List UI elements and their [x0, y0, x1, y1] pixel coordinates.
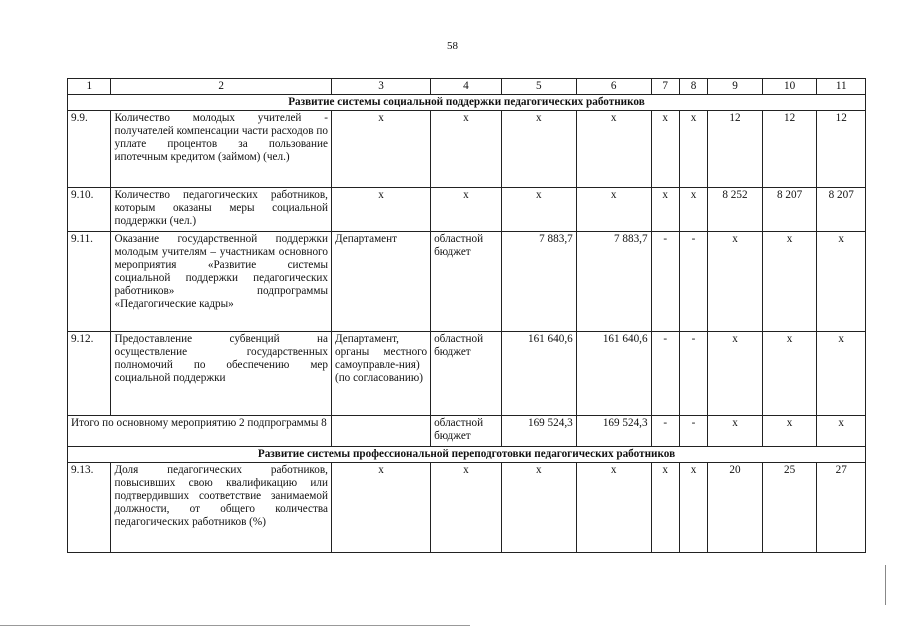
value-cell: 161 640,6	[501, 332, 576, 416]
value-cell: -	[651, 332, 679, 416]
total-row	[68, 416, 866, 447]
value-cell: 12	[817, 111, 866, 188]
value-cell: х	[679, 188, 707, 232]
column-header: 3	[331, 79, 430, 95]
table-row	[68, 111, 866, 188]
source-cell: х	[431, 188, 502, 232]
indicator-name: Оказание государственной поддержки молодым учителям – участникам основного мероприятия «Развитие системы социальной поддержки педагогических работников» подпрограммы «Педагогические кадры»	[111, 232, 331, 332]
table-row	[68, 188, 866, 232]
source-cell: областной бюджет	[431, 332, 502, 416]
value-cell: х	[708, 232, 763, 332]
value-cell: 169 524,3	[576, 416, 651, 447]
row-number: 9.13.	[68, 463, 111, 553]
table-row	[68, 232, 866, 332]
value-cell: х	[817, 332, 866, 416]
indicator-name: Доля педагогических работников, повысивших свою квалификацию или подтвердивших соответствие занимаемой должности, от общего количества педагогических работников (%)	[111, 463, 331, 553]
column-header: 4	[431, 79, 502, 95]
total-label: Итого по основному мероприятию 2 подпрограммы 8	[68, 416, 332, 447]
section-header-row	[68, 95, 866, 111]
value-cell: х	[762, 232, 817, 332]
program-table	[67, 78, 866, 553]
value-cell: х	[651, 188, 679, 232]
value-cell: х	[651, 463, 679, 553]
executor-cell: х	[331, 463, 430, 553]
scan-artifact-right-line	[885, 565, 886, 605]
value-cell: х	[817, 416, 866, 447]
executor-cell: Департамент	[331, 232, 430, 332]
row-number: 9.11.	[68, 232, 111, 332]
value-cell: х	[708, 416, 763, 447]
column-header: 9	[708, 79, 763, 95]
value-cell: 12	[762, 111, 817, 188]
row-number: 9.10.	[68, 188, 111, 232]
indicator-name: Количество педагогических работников, которым оказаны меры социальной поддержки (чел.)	[111, 188, 331, 232]
value-cell: х	[501, 463, 576, 553]
value-cell: -	[651, 416, 679, 447]
indicator-name: Предоставление субвенций на осуществление государственных полномочий по обеспечению мер социальной поддержки	[111, 332, 331, 416]
row-number: 9.9.	[68, 111, 111, 188]
section-header-row	[68, 447, 866, 463]
value-cell: х	[762, 416, 817, 447]
executor-cell: Департамент, органы местного самоуправле-ния) (по согласованию)	[331, 332, 430, 416]
value-cell: 12	[708, 111, 763, 188]
value-cell: х	[679, 463, 707, 553]
value-cell: 8 252	[708, 188, 763, 232]
column-header: 11	[817, 79, 866, 95]
executor-cell	[331, 416, 430, 447]
value-cell: х	[501, 188, 576, 232]
section-title: Развитие системы профессиональной переподготовки педагогических работников	[68, 447, 866, 463]
column-header: 6	[576, 79, 651, 95]
value-cell: 7 883,7	[576, 232, 651, 332]
value-cell: х	[576, 463, 651, 553]
executor-cell: х	[331, 188, 430, 232]
page-number: 58	[447, 40, 458, 52]
section-title: Развитие системы социальной поддержки педагогических работников	[68, 95, 866, 111]
value-cell: 27	[817, 463, 866, 553]
value-cell: х	[817, 232, 866, 332]
source-cell: областной бюджет	[431, 416, 502, 447]
column-header: 7	[651, 79, 679, 95]
value-cell: х	[576, 188, 651, 232]
value-cell: 25	[762, 463, 817, 553]
source-cell: областной бюджет	[431, 232, 502, 332]
value-cell: -	[679, 332, 707, 416]
value-cell: 20	[708, 463, 763, 553]
value-cell: 161 640,6	[576, 332, 651, 416]
row-number: 9.12.	[68, 332, 111, 416]
value-cell: х	[501, 111, 576, 188]
value-cell: -	[679, 416, 707, 447]
table-row	[68, 332, 866, 416]
column-header: 8	[679, 79, 707, 95]
value-cell: -	[679, 232, 707, 332]
column-header: 1	[68, 79, 111, 95]
value-cell: 7 883,7	[501, 232, 576, 332]
executor-cell: х	[331, 111, 430, 188]
value-cell: х	[576, 111, 651, 188]
value-cell: х	[762, 332, 817, 416]
value-cell: х	[651, 111, 679, 188]
column-header: 10	[762, 79, 817, 95]
column-header: 5	[501, 79, 576, 95]
value-cell: -	[651, 232, 679, 332]
indicator-name: Количество молодых учителей - получателей компенсации части расходов по уплате процентов за пользование ипотечным кредитом (займом) (чел.)	[111, 111, 331, 188]
value-cell: 169 524,3	[501, 416, 576, 447]
source-cell: х	[431, 111, 502, 188]
scan-artifact-bottom-line	[0, 625, 470, 626]
value-cell: 8 207	[762, 188, 817, 232]
value-cell: х	[679, 111, 707, 188]
table-row	[68, 463, 866, 553]
column-header: 2	[111, 79, 331, 95]
column-number-row	[68, 79, 866, 95]
value-cell: 8 207	[817, 188, 866, 232]
source-cell: х	[431, 463, 502, 553]
value-cell: х	[708, 332, 763, 416]
